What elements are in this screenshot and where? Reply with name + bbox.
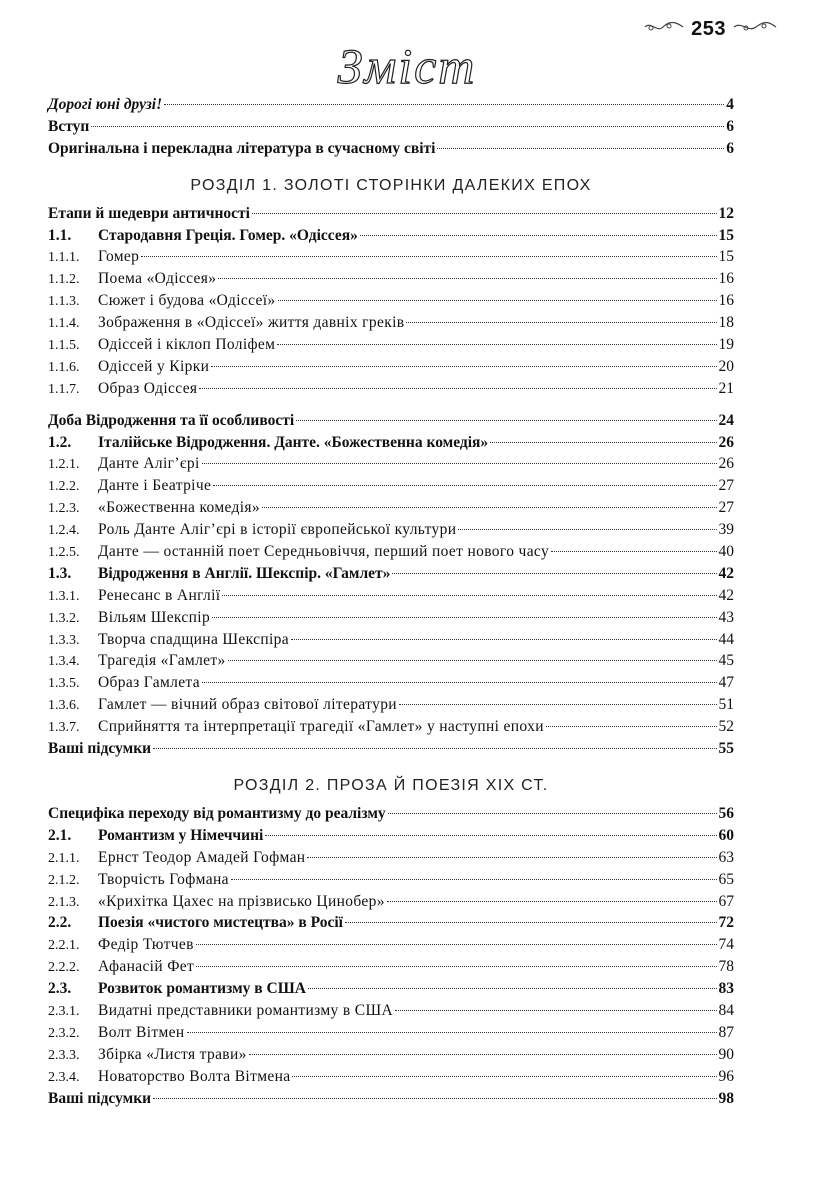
toc-leader-dots bbox=[218, 278, 716, 279]
toc-entry-title: Стародавня Греція. Гомер. «Одіссея» bbox=[98, 226, 358, 244]
toc-entry bbox=[48, 203, 734, 225]
toc-entry bbox=[48, 738, 734, 760]
toc-entry-page: 44 bbox=[718, 630, 734, 648]
toc-entry-title: Доба Відродження та її особливості bbox=[48, 411, 295, 429]
toc-entry bbox=[48, 956, 734, 978]
toc-entry-title: Одіссей у Кірки bbox=[98, 357, 210, 375]
toc-leader-dots bbox=[278, 300, 717, 301]
toc-entry bbox=[48, 334, 734, 356]
toc-entry-number: 1.1.3. bbox=[48, 294, 80, 310]
toc-leader-dots bbox=[458, 529, 716, 530]
toc-entry bbox=[48, 475, 734, 497]
toc-entry-page: 56 bbox=[718, 804, 734, 822]
toc-entry-number: 1.3.3. bbox=[48, 632, 80, 648]
toc-entry-page: 18 bbox=[718, 314, 734, 332]
toc-entry-title: Гомер bbox=[98, 248, 140, 266]
page-number: 253 bbox=[691, 17, 726, 40]
toc-entry-title: Етапи й шедеври античності bbox=[48, 204, 250, 222]
toc-entry-page: 98 bbox=[718, 1089, 734, 1107]
toc-entry-title: Ваші підсумки bbox=[48, 740, 152, 758]
page-title: Зміст bbox=[337, 38, 477, 94]
toc-entry-page: 15 bbox=[718, 248, 734, 266]
toc-leader-dots bbox=[153, 748, 716, 749]
toc-leader-dots bbox=[437, 148, 724, 149]
toc-entry-title: Данте і Беатріче bbox=[98, 477, 212, 495]
toc-entry bbox=[48, 563, 734, 585]
group-gap bbox=[48, 400, 734, 410]
toc-entry-page: 51 bbox=[718, 696, 734, 714]
toc-entry bbox=[48, 246, 734, 268]
toc-entry bbox=[48, 825, 734, 847]
toc-entry bbox=[48, 629, 734, 651]
toc-leader-dots bbox=[292, 1076, 716, 1077]
toc-entry-page: 6 bbox=[726, 139, 734, 157]
toc-entry bbox=[48, 453, 734, 475]
toc-entry-page: 15 bbox=[718, 226, 734, 244]
toc-entry-number: 1.3.6. bbox=[48, 698, 80, 714]
toc-leader-dots bbox=[91, 126, 724, 127]
toc-leader-dots bbox=[252, 213, 717, 214]
toc-entry-number: 1.2.2. bbox=[48, 479, 80, 495]
toc-entry-title: Збірка «Листя трави» bbox=[98, 1045, 247, 1063]
toc-entry-number: 2.1.1. bbox=[48, 850, 80, 866]
toc-entry-number: 1.2. bbox=[48, 433, 72, 451]
toc-entry-page: 47 bbox=[718, 674, 734, 692]
toc-leader-dots bbox=[196, 966, 716, 967]
toc-entry bbox=[48, 356, 734, 378]
toc-entry-page: 84 bbox=[718, 1001, 734, 1019]
toc-entry-number: 1.2.1. bbox=[48, 457, 80, 473]
table-of-contents bbox=[48, 94, 734, 1109]
toc-leader-dots bbox=[392, 573, 716, 574]
toc-entry-number: 2.1.2. bbox=[48, 872, 80, 888]
toc-leader-dots bbox=[546, 726, 717, 727]
toc-leader-dots bbox=[308, 988, 717, 989]
toc-leader-dots bbox=[307, 857, 716, 858]
toc-entry-title: «Крихітка Цахес на прізвисько Цинобер» bbox=[98, 892, 385, 910]
toc-entry bbox=[48, 312, 734, 334]
toc-entry-title: Специфіка переходу від романтизму до реалізму bbox=[48, 804, 386, 822]
toc-leader-dots bbox=[249, 1054, 717, 1055]
toc-entry-number: 1.2.3. bbox=[48, 501, 80, 517]
toc-entry-title: Вступ bbox=[48, 117, 90, 135]
toc-leader-dots bbox=[199, 388, 716, 389]
toc-entry-number: 1.3.1. bbox=[48, 588, 80, 604]
toc-entry-page: 87 bbox=[718, 1023, 734, 1041]
toc-entry-page: 43 bbox=[718, 608, 734, 626]
toc-entry-page: 65 bbox=[718, 870, 734, 888]
toc-entry bbox=[48, 519, 734, 541]
toc-entry-page: 45 bbox=[718, 652, 734, 670]
toc-leader-dots bbox=[141, 256, 716, 257]
toc-entry-number: 2.3.3. bbox=[48, 1047, 80, 1063]
toc-leader-dots bbox=[360, 235, 717, 236]
toc-entry bbox=[48, 912, 734, 934]
toc-entry-title: Ренесанс в Англії bbox=[98, 586, 221, 604]
toc-entry-page: 26 bbox=[718, 433, 734, 451]
toc-entry-number: 2.2.1. bbox=[48, 938, 80, 954]
toc-entry-title: Дорогі юні друзі! bbox=[48, 96, 163, 113]
toc-entry-page: 19 bbox=[718, 336, 734, 354]
toc-entry-title: Одіссей і кіклоп Поліфем bbox=[98, 336, 276, 354]
toc-entry-page: 52 bbox=[718, 718, 734, 736]
toc-entry-title: Образ Одіссея bbox=[98, 379, 198, 397]
toc-leader-dots bbox=[228, 660, 717, 661]
toc-leader-dots bbox=[213, 485, 716, 486]
toc-entry bbox=[48, 694, 734, 716]
toc-leader-dots bbox=[388, 813, 717, 814]
toc-entry-title: Ваші підсумки bbox=[48, 1089, 152, 1107]
toc-entry-number: 2.3.4. bbox=[48, 1069, 80, 1085]
toc-leader-dots bbox=[231, 879, 717, 880]
toc-leader-dots bbox=[490, 442, 716, 443]
toc-entry-title: Видатні представники романтизму в США bbox=[98, 1001, 393, 1019]
toc-entry bbox=[48, 268, 734, 290]
toc-entry-title: Роль Данте Аліг’єрі в історії європейської культури bbox=[98, 521, 457, 539]
toc-entry-page: 24 bbox=[718, 411, 734, 429]
toc-entry-page: 55 bbox=[718, 740, 734, 758]
toc-entry bbox=[48, 934, 734, 956]
toc-entry-number: 1.3.2. bbox=[48, 610, 80, 626]
toc-entry-title: Трагедія «Гамлет» bbox=[98, 652, 226, 670]
toc-entry-title: Романтизм у Німеччині bbox=[98, 826, 264, 844]
toc-leader-dots bbox=[399, 704, 717, 705]
toc-entry-title: Гамлет — вічний образ світової літератури bbox=[98, 696, 397, 714]
toc-leader-dots bbox=[551, 551, 716, 552]
toc-entry bbox=[48, 869, 734, 891]
toc-leader-dots bbox=[395, 1010, 717, 1011]
toc-entry-title: Афанасій Фет bbox=[98, 958, 195, 976]
toc-entry-page: 16 bbox=[718, 292, 734, 310]
toc-entry bbox=[48, 1044, 734, 1066]
toc-entry-page: 20 bbox=[718, 357, 734, 375]
toc-entry bbox=[48, 410, 734, 432]
toc-entry-number: 1.1.6. bbox=[48, 359, 80, 375]
toc-entry bbox=[48, 432, 734, 454]
toc-entry bbox=[48, 378, 734, 400]
toc-entry bbox=[48, 803, 734, 825]
toc-leader-dots bbox=[345, 922, 717, 923]
toc-entry-title: Ернст Теодор Амадей Гофман bbox=[98, 848, 306, 866]
toc-leader-dots bbox=[387, 901, 717, 902]
toc-entry-title: Волт Вітмен bbox=[98, 1023, 185, 1041]
toc-leader-dots bbox=[296, 420, 716, 421]
toc-entry bbox=[48, 290, 734, 312]
toc-entry bbox=[48, 225, 734, 247]
toc-entry-page: 27 bbox=[718, 499, 734, 517]
toc-entry-title: Поема «Одіссея» bbox=[98, 270, 217, 288]
toc-entry-page: 83 bbox=[718, 980, 734, 998]
toc-entry-title: Зображення в «Одіссеї» життя давніх греків bbox=[98, 314, 405, 332]
toc-entry-title: Сприйняття та інтерпретації трагедії «Гамлет» у наступні епохи bbox=[98, 718, 544, 736]
toc-entry bbox=[48, 497, 734, 519]
toc-entry bbox=[48, 672, 734, 694]
toc-entry-title: Данте — останній поет Середньовіччя, перший поет нового часу bbox=[98, 543, 550, 561]
toc-entry-page: 42 bbox=[718, 586, 734, 604]
toc-entry-title: Розвиток романтизму в США bbox=[98, 980, 306, 998]
toc-entry-number: 1.3.5. bbox=[48, 676, 80, 692]
toc-entry-title: Оригінальна і перекладна література в сучасному світі bbox=[48, 139, 436, 157]
toc-entry-page: 42 bbox=[718, 564, 734, 582]
toc-entry-title: Новаторство Волта Вітмена bbox=[98, 1067, 291, 1085]
toc-entry-title: Відродження в Англії. Шекспір. «Гамлет» bbox=[98, 564, 391, 582]
toc-entry-page: 27 bbox=[718, 477, 734, 495]
toc-leader-dots bbox=[291, 639, 717, 640]
toc-leader-dots bbox=[202, 463, 717, 464]
toc-entry bbox=[48, 1066, 734, 1088]
toc-entry-number: 1.1.2. bbox=[48, 272, 80, 288]
section-heading: РОЗДІЛ 1. ЗОЛОТІ СТОРІНКИ ДАЛЕКИХ ЕПОХ bbox=[190, 176, 592, 194]
toc-entry bbox=[48, 116, 734, 138]
toc-entry-number: 2.3. bbox=[48, 980, 72, 998]
toc-entry-page: 67 bbox=[718, 892, 734, 910]
toc-leader-dots bbox=[277, 344, 716, 345]
toc-entry bbox=[48, 1000, 734, 1022]
toc-entry-page: 96 bbox=[718, 1067, 734, 1085]
toc-entry-number: 1.2.5. bbox=[48, 545, 80, 561]
toc-entry-page: 6 bbox=[726, 117, 734, 135]
section-heading: РОЗДІЛ 2. ПРОЗА Й ПОЕЗІЯ XIX СТ. bbox=[233, 776, 549, 794]
toc-entry-title: Творча спадщина Шекспіра bbox=[98, 630, 289, 648]
toc-entry bbox=[48, 1088, 734, 1110]
toc-entry-page: 12 bbox=[718, 204, 734, 222]
toc-leader-dots bbox=[262, 507, 717, 508]
toc-leader-dots bbox=[211, 366, 716, 367]
toc-leader-dots bbox=[265, 835, 716, 836]
toc-entry bbox=[48, 716, 734, 738]
toc-entry-number: 1.1.1. bbox=[48, 250, 80, 266]
toc-entry-number: 1.3. bbox=[48, 564, 72, 582]
toc-entry bbox=[48, 847, 734, 869]
toc-entry bbox=[48, 891, 734, 913]
toc-entry bbox=[48, 978, 734, 1000]
toc-entry-title: Федір Тютчев bbox=[98, 936, 194, 954]
toc-entry-number: 2.1.3. bbox=[48, 894, 80, 910]
toc-entry-number: 2.2. bbox=[48, 914, 72, 932]
toc-entry-page: 60 bbox=[718, 826, 734, 844]
toc-entry bbox=[48, 607, 734, 629]
toc-entry-number: 1.1.7. bbox=[48, 381, 80, 397]
toc-entry-page: 74 bbox=[718, 936, 734, 954]
toc-entry-title: Данте Аліг’єрі bbox=[98, 455, 200, 473]
toc-entry-number: 2.2.2. bbox=[48, 960, 80, 976]
toc-entry-page: 78 bbox=[718, 958, 734, 976]
toc-entry-page: 4 bbox=[726, 96, 734, 113]
toc-entry-page: 40 bbox=[718, 543, 734, 561]
toc-leader-dots bbox=[164, 104, 724, 105]
toc-entry-number: 1.1. bbox=[48, 226, 72, 244]
toc-entry-page: 21 bbox=[718, 379, 734, 397]
toc-entry-number: 2.3.2. bbox=[48, 1025, 80, 1041]
toc-leader-dots bbox=[222, 595, 716, 596]
toc-entry-number: 1.3.7. bbox=[48, 720, 80, 736]
toc-entry bbox=[48, 541, 734, 563]
toc-entry bbox=[48, 650, 734, 672]
toc-entry-number: 2.1. bbox=[48, 826, 72, 844]
toc-entry-page: 16 bbox=[718, 270, 734, 288]
toc-entry-title: «Божественна комедія» bbox=[98, 499, 260, 517]
toc-entry-title: Образ Гамлета bbox=[98, 674, 200, 692]
toc-entry-number: 1.3.4. bbox=[48, 654, 80, 670]
toc-entry-number: 1.2.4. bbox=[48, 523, 80, 539]
toc-entry-title: Вільям Шекспір bbox=[98, 608, 211, 626]
toc-entry bbox=[48, 585, 734, 607]
toc-entry-page: 63 bbox=[718, 848, 734, 866]
toc-entry-page: 26 bbox=[718, 455, 734, 473]
toc-entry-number: 1.1.4. bbox=[48, 316, 80, 332]
toc-entry bbox=[48, 94, 734, 116]
toc-entry-page: 72 bbox=[718, 914, 734, 932]
toc-entry-number: 1.1.5. bbox=[48, 338, 80, 354]
toc-leader-dots bbox=[187, 1032, 717, 1033]
toc-leader-dots bbox=[406, 322, 716, 323]
toc-entry-page: 39 bbox=[718, 521, 734, 539]
toc-leader-dots bbox=[196, 944, 717, 945]
toc-leader-dots bbox=[153, 1098, 716, 1099]
toc-entry-title: Італійське Відродження. Данте. «Божественна комедія» bbox=[98, 433, 489, 451]
toc-leader-dots bbox=[212, 617, 716, 618]
toc-entry-page: 90 bbox=[718, 1045, 734, 1063]
toc-entry-title: Поезія «чистого мистецтва» в Росії bbox=[98, 914, 343, 932]
toc-entry-title: Творчість Гофмана bbox=[98, 870, 229, 888]
toc-entry bbox=[48, 1022, 734, 1044]
toc-leader-dots bbox=[202, 682, 717, 683]
toc-entry-number: 2.3.1. bbox=[48, 1003, 80, 1019]
toc-entry-title: Сюжет і будова «Одіссеї» bbox=[98, 292, 276, 310]
toc-entry bbox=[48, 138, 734, 160]
